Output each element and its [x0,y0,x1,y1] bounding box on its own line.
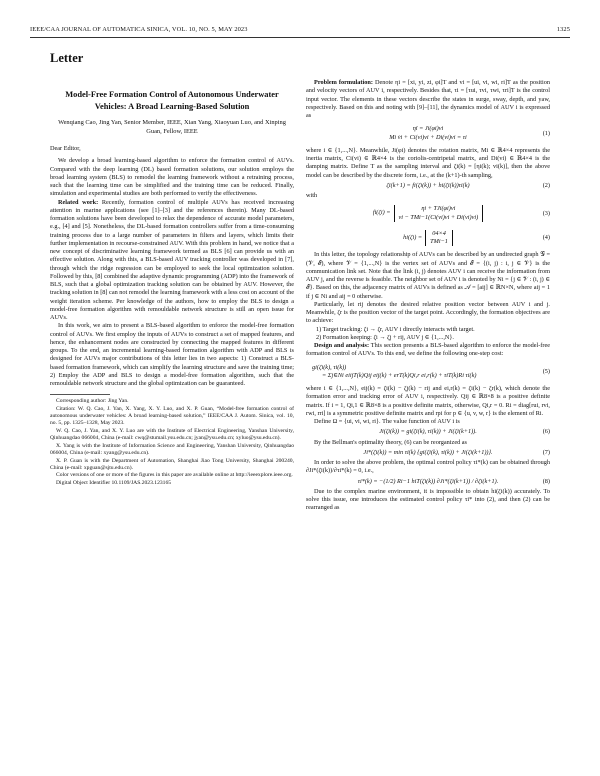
footnote-corresponding: Corresponding author: Jing Yan. [56,398,129,405]
equation-1-line-b: Mi v̇i + Ci(vi)vi + Di(vi)vi = τi [389,133,467,141]
equation-4-lhs: hi(ζi) = [403,233,423,241]
paper-title: Model-Free Formation Control of Autonomous Underwater Vehicles: A Broad Learning-Based Solution [65,90,279,111]
equation-3-bottom: vi − TMi−1(Ci(vi)vi + Di(vi)vi) [398,213,479,221]
objective-target-tracking: 1) Target tracking: ζi → ζr, AUV i directly interacts with target. [316,325,475,333]
footnote-citation: Citation: W. Q. Cao, J. Yan, X. Yang, X. Y. Luo, and X. P. Guan, “Model-free formation control of autonomous underwater vehicles: A broad learning-based solution,” IEEE/CAA J. Autom. Sinica, vol. 10, no. 5, pp. 1325–1328, May 2023. [50,405,294,427]
value-function-intro: Define Ω = {ui, vi, wi, ri}. The value function of AUV i is [314,418,460,425]
equation-1 [306,122,550,145]
equation-2-body: ζi(k+1) = fi(ζi(k)) + hi(ζi(k))τi(k) [386,181,470,189]
equation-8-number: (8) [542,477,550,485]
relative-position-paragraph: Particularly, let rij denotes the desired relative position vector between AUV i and j. Meanwhile, ζr is the position vector of the target point. Accordingly, the formation objectives are to achieve: [306,300,550,325]
problem-formulation-text: Denote ηi = [xi, yi, zi, φi]T and vi = [ui, vi, wi, ri]T as the position and velocity vectors of AUV i, respectively. Besides that, τi = [τui, τvi, τwi, τri]T is the control input vector. The elements in these vectors describe the states in surge, sway, depth, and yaw, respectively. Based on this and noting with [9]–[11], the dynamics model of AUV i is expressed as [306,79,550,119]
abstract-paragraph: We develop a broad learning-based algorithm to enforce the formation control of AUVs. Compared with the deep learning (DL) based formation solutions, our solution employs the broad learning system (BLS) to remodel the learning framework without a retraining process, such that the learning time can be simplified and the training time can be reduced. Finally, simulation and experimental studies are both performed to verify the effectiveness. [50,157,294,198]
related-work-text: Recently, formation control of multiple AUVs has received increasing attention in marine applications (see [1]–[3] and the references therein). Many DL-based formation solutions have been developed to relax the dependence of accurate model parameters, e.g., [4] and [5]. Nonetheless, the DL-based formation controllers suffer from a time-consuming training process due to a large number of parameters in filters and layers, which limits their further implementation in recourse-constrained AUV. With this problem in hand, we notice that a new concept of discriminative learning framework termed as BLS [6] can provide us with an effective solution. Along with this, a BLS-based AUV tracking controller was developed in [7], through which the ridge regression can be employed to seek the local optimization solution. Followed by this, [8] combined the adaptive dynamic programming (ADP) into the framework of BLS, such that a global optimization tracking solution can be obtained by AUV. However, the tracking solution in [8] can not remodel the learning framework with a less cost on account of the weight iteration scheme. Per knowledge of the authors, how to employ the BLS to design a model-free formation algorithm with remouldable network structure is still an open issue for AUVs. [50,198,294,321]
bellman-paragraph: By the Bellman's optimality theory, (6) can be reorganized as [314,438,467,446]
journal-header: IEEE/CAA JOURNAL OF AUTOMATICA SINICA, VOL. 10, NO. 5, MAY 2023 [30,26,248,33]
footnote-rule [50,394,110,395]
equation-1-line-a: η̇i = Ji(φi)vi [412,125,444,133]
salutation: Dear Editor, [50,145,81,152]
equation-7-body: Ji*(ζi(k)) = min τi(k) {gi(ζi(k), τi(k)) + Ji(ζi(k+1))}. [363,448,493,456]
equation-3 [306,202,550,225]
graph-paragraph: In this letter, the topology relationship of AUVs can be described by an undirected graph 𝒢 = (𝒱, ℰ), where 𝒱 = {1,...,N} is the vertex set of AUVs and ℰ = {(i, j) : i, j ∈ 𝒱} is the communication link set. Note that the link (i, j) denotes AUV i can receive the information from AUV j, and the reverse is feasible. The neighbor set of AUV i is denoted by Ni = {j ∈ 𝒱 : (i, j) ∈ ℰ}. Based on this, the adjacency matrix of AUVs is defined as 𝒜 = [aij] ∈ ℝN×N, where aij = 1 if j ∈ Ni and aij = 0 otherwise. [306,251,550,300]
equation-2-number: (2) [542,181,550,189]
equation-3-number: (3) [542,209,550,217]
footnote-doi: Digital Object Identifier 10.1109/JAS.2023.123165 [56,479,172,486]
equation-8 [306,478,550,486]
right-column [306,79,550,513]
running-header [30,26,570,36]
equation-3-lhs: fi(ζi) = [372,209,391,217]
equation-1-number: (1) [542,129,550,137]
page-number: 1325 [556,26,570,33]
equation-4 [306,227,550,250]
design-analysis-paragraph [306,342,550,359]
footnotes [50,398,294,487]
equation-8-body: τi*(k) = −(1/2) Ri−1 hiT(ζi(k)) ∂Ji*(ζi(k+1)) / ∂ζi(k+1). [357,477,499,485]
section-label: Letter [50,51,84,65]
header-rule [30,37,570,38]
objective-formation-keeping: 2) Formation keeping: ζi → ζj + rij, AUV j ∈ {1,...,N}. [316,333,454,341]
equation-7-number: (7) [542,448,550,456]
with-word: with [306,192,318,199]
equation-5 [306,361,550,384]
equation-7 [306,449,550,457]
footnote-affiliation-1: W. Q. Cao, J. Yan, and X. Y. Luo are with the Institute of Electrical Engineering, Yanshan University, Qinhuangdao 066004, China (e-mail: cwq@stumail.ysu.edu.cn; jyan@ysu.edu.cn; xyluo@ysu.edu.cn). [50,427,294,442]
equation-4-top: 04×4 [432,229,446,237]
equation-5-line-b: = Σj∈Ni eiijT(k)Qij eij(k) + erT(k)Qi,r ei,r(k) + τiT(k)Ri τi(k) [322,371,477,379]
equation-6-number: (6) [542,428,550,436]
footnote-affiliation-2: X. Yang is with the Institute of Information Science and Engineering, Yanshan University, Qinhuangdao 066004, China (e-mail: xyang@ysu.edu.cn). [50,442,294,457]
equation-4-bottom: TMi−1 [430,238,448,245]
equation-2 [306,182,550,190]
closing-paragraph: Due to the complex marine environment, it is impossible to obtain hi(ζi(k)) accurately. To solve this issue, one introduces the estimated control policy τi* into (2), and then (2) can be rearranged as [306,487,550,512]
author-list: Wenqiang Cao, Jing Yan, Senior Member, IEEE, Xian Yang, Xiaoyuan Luo, and Xinping Guan, Fellow, IEEE [58,119,286,135]
footnote-color: Color versions of one or more of the figures in this paper are available online at http://ieeexplore.ieee.org. [56,472,293,479]
related-work-paragraph [50,199,294,323]
problem-formulation-label: Problem formulation: [314,79,373,86]
dynamics-description: where i ∈ {1,...,N}. Meanwhile, Ji(φi) denotes the rotation matrix, Mi ∈ ℝ4×4 represents the inertia matrix, Ci(vi) ∈ ℝ4×4 is the coriolis-centripetal matrix, and Di(vi) ∈ ℝ4×4 is the damping matrix. Define T as the sampling interval and ζi(k) = [ηi(k); vi(k)], then the above model can be described by the discrete form, i.e., at the (k+1)-th sampling, [306,146,550,179]
error-definition-paragraph: where i ∈ {1,...,N}, eij(k) = ζi(k) − ζj(k) − rij and ei,r(k) = ζi(k) − ζr(k), which denote the formation error and tracking error of AUV i, respectively. Qij ∈ ℝ8×8 is a positive definite matrix. If i = 1, Qi,1 ∈ ℝ8×8 is a positive definite matrix, otherwise, Qi,r = 0. Ri = diag[rui, rvi, rwi, rri] is a symmetric positive definite matrix and rpi for p ∈ {u, v, w, r} is the element of Ri. [306,385,550,417]
equation-6-body: Ji(ζi(k)) = gi(ζi(k), τi(k)) + Ji(ζi(k+1)). [379,428,477,436]
equation-6 [306,428,550,436]
equation-5-number: (5) [542,367,550,375]
left-column [50,79,294,487]
problem-formulation-paragraph [306,79,550,120]
footnote-affiliation-3: X. P. Guan is with the Department of Automation, Shanghai Jiao Tong University, Shanghai 200240, China (e-mail: xpguan@sjtu.edu.cn). [50,457,294,471]
equation-3-top: ηi + TJi(φi)vi [421,205,456,213]
design-analysis-text: This section presents a BLS-based algorithm to enforce the model-free formation control of AUVs. To this end, we define the following one-step cost: [306,342,550,358]
equation-5-line-a: gi(ζi(k), τi(k)) [312,363,347,371]
contribution-paragraph: In this work, we aim to present a BLS-based algorithm to enforce the model-free formation control of AUVs. We first employ the inputs of AUVs to construct a set of mapped features, and hence, the enhancement nodes are constructed by connecting the mapped features in different groups. To the end, an incremental learning-based formation algorithm with ADP and BLS is designed for AUVs major contributions of this letter lies in two aspects: 1) Construct a BLS-based formation framework, which can simplify the learning structure and save the training time; 2) Employ the ADP and BLS to design a model-free formation algorithm, such that the remouldable network structure and the global optimization can be guaranteed. [50,322,294,387]
optimal-policy-paragraph: In order to solve the above problem, the optimal control policy τi*(k) can be obtained through ∂Ji*(ζi(k))/∂τi*(k) = 0, i.e., [306,459,550,475]
equation-4-number: (4) [542,233,550,241]
design-analysis-label: Design and analysis: [314,342,370,349]
related-work-label: Related work: [58,198,99,206]
